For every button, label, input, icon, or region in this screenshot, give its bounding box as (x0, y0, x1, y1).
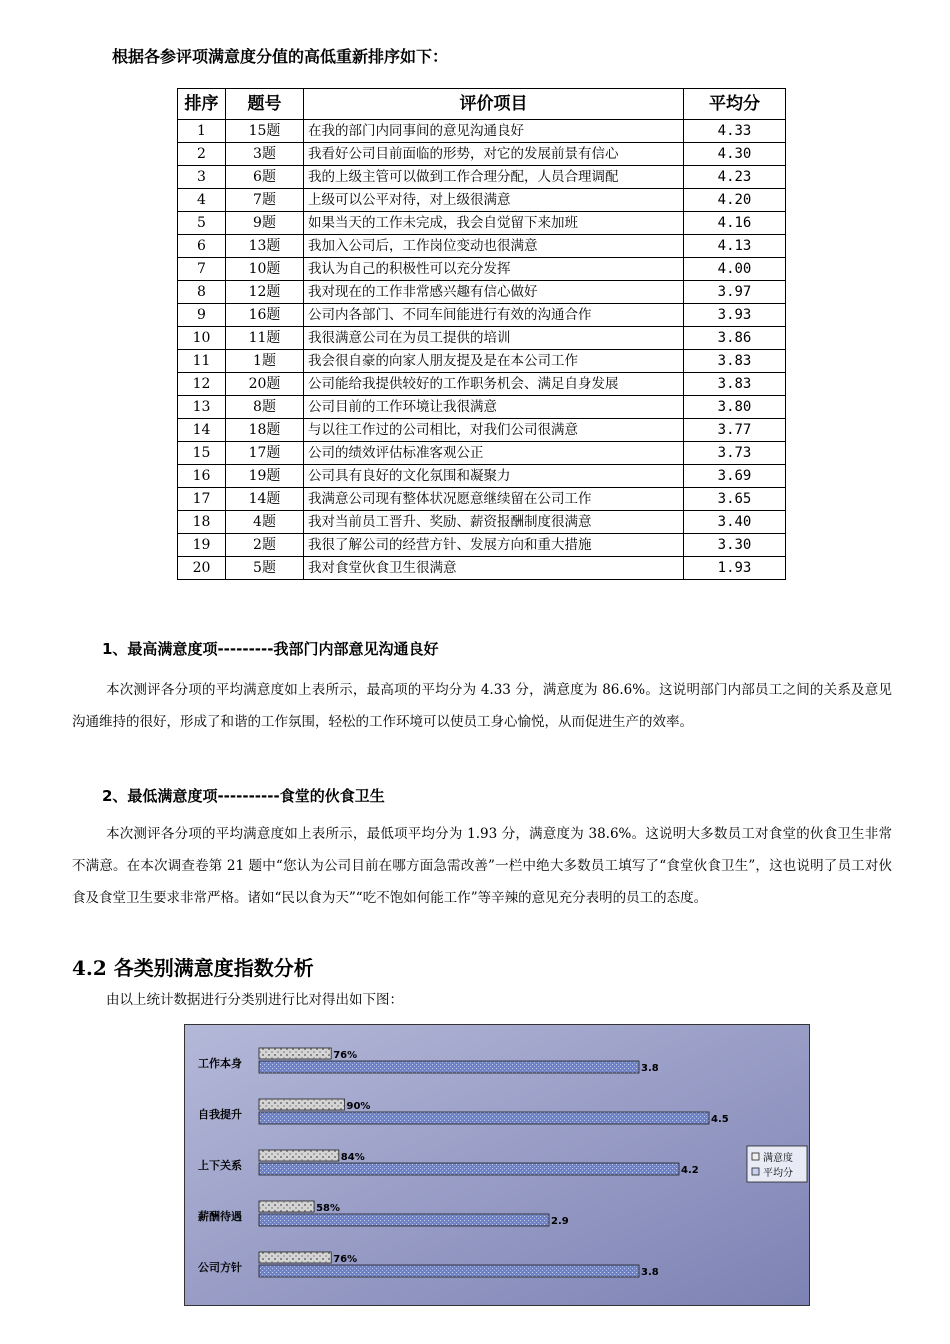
question-cell: 6题 (226, 166, 304, 189)
question-cell: 1题 (226, 350, 304, 373)
table-row (178, 557, 786, 580)
category-label: 上下关系 (198, 1159, 242, 1172)
data-label-satisfaction: 58% (316, 1203, 341, 1214)
average-cell: 3.77 (684, 419, 786, 442)
data-label-satisfaction: 84% (340, 1152, 365, 1163)
question-cell: 13题 (226, 235, 304, 258)
item-cell: 公司具有良好的文化氛围和凝聚力 (304, 465, 684, 488)
rank-cell: 15 (178, 442, 226, 465)
question-cell: 17题 (226, 442, 304, 465)
table-row (178, 373, 786, 396)
item-cell: 我对食堂伙食卫生很满意 (304, 557, 684, 580)
average-cell: 3.86 (684, 327, 786, 350)
item-cell: 我的上级主管可以做到工作合理分配，人员合理调配 (304, 166, 684, 189)
question-cell: 5题 (226, 557, 304, 580)
bar-satisfaction (259, 1201, 314, 1212)
section1-title: 1、最高满意度项---------我部门内部意见沟通良好 (102, 640, 439, 658)
table-row (178, 235, 786, 258)
ranking-table (177, 88, 786, 580)
table-row (178, 419, 786, 442)
question-cell: 8题 (226, 396, 304, 419)
average-cell: 3.97 (684, 281, 786, 304)
average-cell: 3.83 (684, 350, 786, 373)
data-label-average: 4.2 (681, 1165, 699, 1176)
rank-cell: 3 (178, 166, 226, 189)
item-cell: 我满意公司现有整体状况愿意继续留在公司工作 (304, 488, 684, 511)
data-label-satisfaction: 76% (333, 1050, 358, 1061)
question-cell: 11题 (226, 327, 304, 350)
rank-cell: 4 (178, 189, 226, 212)
table-row (178, 212, 786, 235)
average-cell: 4.16 (684, 212, 786, 235)
question-cell: 4题 (226, 511, 304, 534)
bar-satisfaction (259, 1099, 345, 1110)
data-label-satisfaction: 76% (333, 1254, 358, 1265)
data-label-average: 3.8 (641, 1063, 659, 1074)
legend-swatch (752, 1168, 759, 1175)
rank-cell: 10 (178, 327, 226, 350)
item-cell: 我看好公司目前面临的形势，对它的发展前景有信心 (304, 143, 684, 166)
section42-title: 4.2 各类别满意度指数分析 (72, 956, 314, 980)
question-cell: 2题 (226, 534, 304, 557)
rank-cell: 12 (178, 373, 226, 396)
table-row (178, 511, 786, 534)
item-cell: 我对现在的工作非常感兴趣有信心做好 (304, 281, 684, 304)
item-cell: 上级可以公平对待，对上级很满意 (304, 189, 684, 212)
table-body (178, 120, 786, 580)
section1-paragraph: 本次测评各分项的平均满意度如上表所示，最高项的平均分为 4.33 分，满意度为 86.6%。这说明部门内部员工之间的关系及意见沟通维持的很好，形成了和谐的工作氛围，轻松的工作环境可以使员工身心愉悦，从而促进生产的效率。 (72, 682, 892, 730)
intro-heading: 根据各参评项满意度分值的高低重新排序如下： (112, 47, 449, 66)
data-label-average: 3.8 (641, 1267, 659, 1278)
rank-cell: 18 (178, 511, 226, 534)
section2-title: 2、最低满意度项----------食堂的伙食卫生 (102, 787, 385, 805)
bar-satisfaction (259, 1048, 331, 1059)
table-row (178, 120, 786, 143)
section2-paragraph: 本次测评各分项的平均满意度如上表所示，最低项平均分为 1.93 分，满意度为 38.6%。这说明大多数员工对食堂的伙食卫生非常不满意。在本次调查卷第 21 题中“您认为公司目前在哪方面急需改善”一栏中绝大多数员工填写了“食堂伙食卫生”，这也说明了员工对伙食及食堂卫生要求非常严格。诸如“民以食为天”“吃不饱如何能工作”等辛辣的意见充分表明的员工的态度。 (72, 826, 892, 906)
average-cell: 3.40 (684, 511, 786, 534)
question-cell: 15题 (226, 120, 304, 143)
rank-cell: 19 (178, 534, 226, 557)
rank-cell: 13 (178, 396, 226, 419)
category-label: 公司方针 (198, 1261, 242, 1274)
item-cell: 我很了解公司的经营方针、发展方向和重大措施 (304, 534, 684, 557)
bar-average (259, 1163, 679, 1175)
rank-cell: 16 (178, 465, 226, 488)
average-cell: 4.33 (684, 120, 786, 143)
category-label: 自我提升 (198, 1108, 242, 1121)
rank-cell: 7 (178, 258, 226, 281)
item-cell: 我会很自豪的向家人朋友提及是在本公司工作 (304, 350, 684, 373)
average-cell: 4.13 (684, 235, 786, 258)
item-cell: 公司的绩效评估标准客观公正 (304, 442, 684, 465)
bar-average (259, 1061, 639, 1073)
legend-label: 平均分 (763, 1168, 793, 1179)
average-cell: 3.65 (684, 488, 786, 511)
table-row (178, 304, 786, 327)
rank-cell: 9 (178, 304, 226, 327)
table-header-row (178, 89, 786, 120)
question-cell: 19题 (226, 465, 304, 488)
table-row (178, 143, 786, 166)
question-cell: 9题 (226, 212, 304, 235)
question-cell: 14题 (226, 488, 304, 511)
question-cell: 20题 (226, 373, 304, 396)
average-cell: 4.20 (684, 189, 786, 212)
bar-satisfaction (259, 1150, 339, 1161)
question-cell: 18题 (226, 419, 304, 442)
average-cell: 1.93 (684, 557, 786, 580)
rank-cell: 14 (178, 419, 226, 442)
table-row (178, 442, 786, 465)
average-cell: 3.30 (684, 534, 786, 557)
average-cell: 3.83 (684, 373, 786, 396)
rank-cell: 1 (178, 120, 226, 143)
chart-caption: 由以上统计数据进行分类别进行比对得出如下图： (106, 992, 403, 1008)
question-cell: 3题 (226, 143, 304, 166)
table-row (178, 488, 786, 511)
average-cell: 4.00 (684, 258, 786, 281)
rank-cell: 20 (178, 557, 226, 580)
item-cell: 我加入公司后，工作岗位变动也很满意 (304, 235, 684, 258)
category-label: 薪酬待遇 (198, 1210, 242, 1223)
bar-average (259, 1112, 709, 1124)
table-row (178, 189, 786, 212)
item-cell: 公司目前的工作环境让我很满意 (304, 396, 684, 419)
rank-cell: 11 (178, 350, 226, 373)
rank-cell: 6 (178, 235, 226, 258)
data-label-average: 2.9 (551, 1216, 569, 1227)
data-label-satisfaction: 90% (346, 1101, 371, 1112)
average-cell: 3.73 (684, 442, 786, 465)
table-row (178, 327, 786, 350)
item-cell: 公司内各部门、不同车间能进行有效的沟通合作 (304, 304, 684, 327)
item-cell: 如果当天的工作未完成，我会自觉留下来加班 (304, 212, 684, 235)
question-cell: 16题 (226, 304, 304, 327)
question-cell: 12题 (226, 281, 304, 304)
average-cell: 3.69 (684, 465, 786, 488)
table-row (178, 534, 786, 557)
legend-swatch (752, 1153, 759, 1160)
bar-satisfaction (259, 1252, 331, 1263)
category-label: 工作本身 (198, 1057, 242, 1070)
header-item: 评价项目 (304, 89, 684, 120)
header-question: 题号 (226, 89, 304, 120)
item-cell: 我认为自己的积极性可以充分发挥 (304, 258, 684, 281)
data-label-average: 4.5 (711, 1114, 729, 1125)
bar-average (259, 1265, 639, 1277)
item-cell: 与以往工作过的公司相比，对我们公司很满意 (304, 419, 684, 442)
legend-label: 满意度 (763, 1153, 793, 1164)
question-cell: 7题 (226, 189, 304, 212)
item-cell: 在我的部门内同事间的意见沟通良好 (304, 120, 684, 143)
item-cell: 公司能给我提供较好的工作职务机会、满足自身发展 (304, 373, 684, 396)
table-row (178, 166, 786, 189)
rank-cell: 2 (178, 143, 226, 166)
rank-cell: 5 (178, 212, 226, 235)
table-row (178, 396, 786, 419)
question-cell: 10题 (226, 258, 304, 281)
item-cell: 我对当前员工晋升、奖励、薪资报酬制度很满意 (304, 511, 684, 534)
average-cell: 4.23 (684, 166, 786, 189)
rank-cell: 8 (178, 281, 226, 304)
chart-svg (184, 1024, 810, 1306)
table-row (178, 258, 786, 281)
average-cell: 3.80 (684, 396, 786, 419)
bar-average (259, 1214, 549, 1226)
average-cell: 4.30 (684, 143, 786, 166)
table-row (178, 350, 786, 373)
item-cell: 我很满意公司在为员工提供的培训 (304, 327, 684, 350)
rank-cell: 17 (178, 488, 226, 511)
category-bar-chart (184, 1024, 810, 1306)
header-average: 平均分 (684, 89, 786, 120)
header-rank: 排序 (178, 89, 226, 120)
table-row (178, 465, 786, 488)
average-cell: 3.93 (684, 304, 786, 327)
table-row (178, 281, 786, 304)
